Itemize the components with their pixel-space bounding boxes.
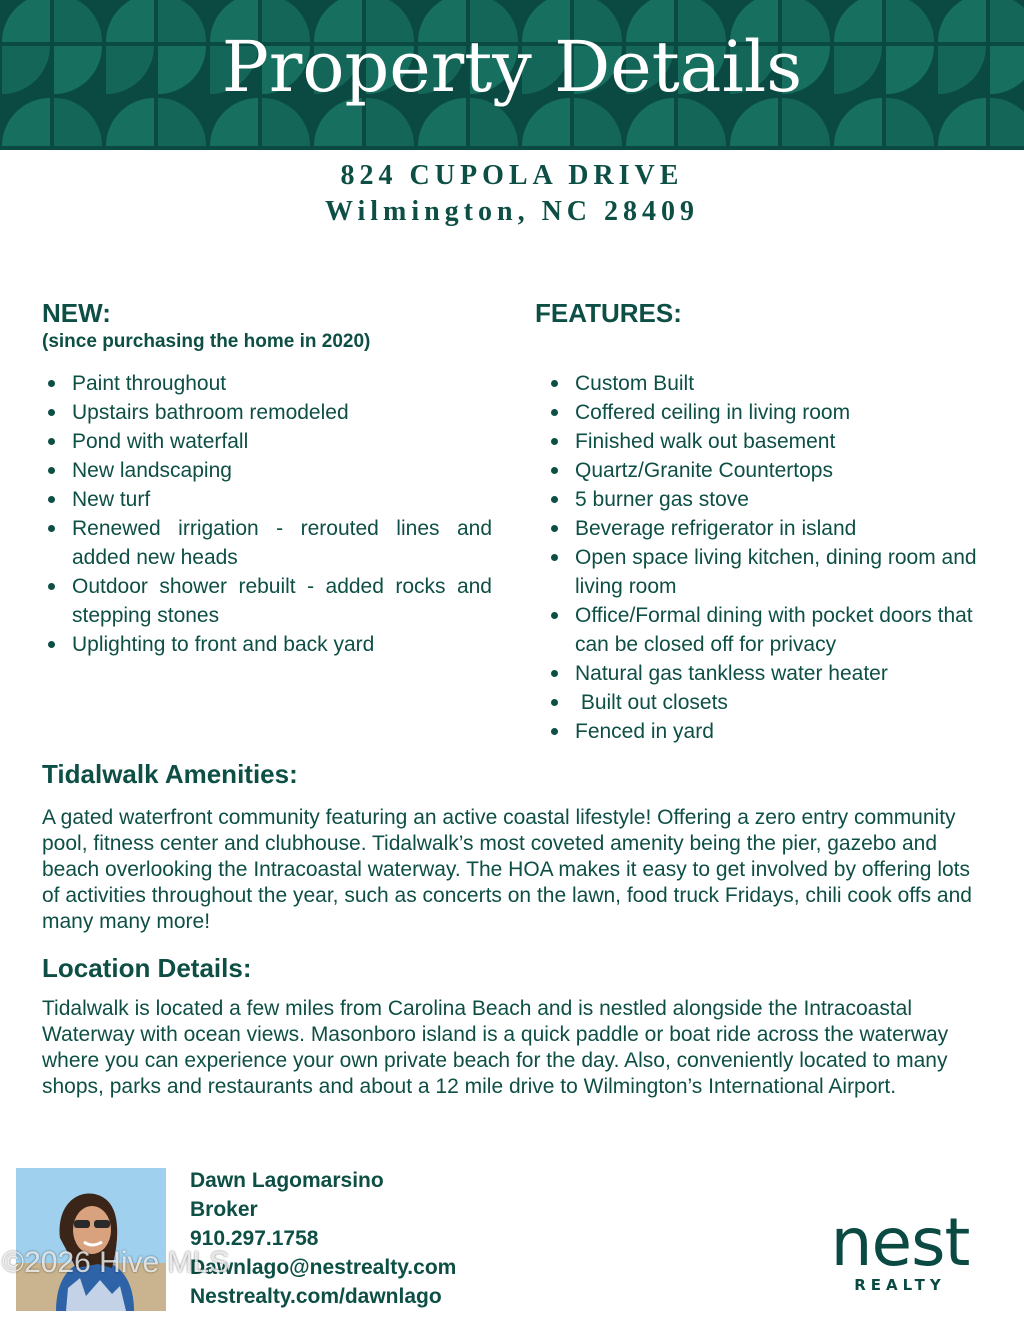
list-item: Quartz/Granite Countertops	[545, 456, 985, 485]
new-heading: NEW:	[42, 298, 111, 328]
list-item: Paint throughout	[42, 369, 492, 398]
list-item: Uplighting to front and back yard	[42, 630, 492, 659]
agent-name: Dawn Lagomarsino	[190, 1169, 384, 1192]
mls-watermark: ©2026 Hive MLS	[2, 1246, 230, 1279]
agent-phone[interactable]: 910.297.1758	[190, 1227, 319, 1250]
header-banner	[0, 0, 1024, 150]
list-item: Natural gas tankless water heater	[545, 659, 985, 688]
list-item: Custom Built	[545, 369, 985, 398]
list-item: Office/Formal dining with pocket doors that can be closed off for privacy	[545, 601, 985, 659]
new-items-list	[42, 369, 492, 659]
list-item: Open space living kitchen, dining room and living room	[545, 543, 985, 601]
location-text: Tidalwalk is located a few miles from Carolina Beach and is nestled alongside the Intracoastal Waterway with ocean views. Masonboro island is a quick paddle or boat ride across the waterway where you can experience your own private beach for the day. Also, conveniently located to many shops, parks and restaurants and about a 12 mile drive to Wilmington’s International Airport.	[42, 997, 949, 1098]
features-list	[545, 369, 985, 746]
location-heading: Location Details:	[42, 953, 252, 983]
list-item: Finished walk out basement	[545, 427, 985, 456]
address-city: Wilmington, NC 28409	[324, 196, 700, 227]
list-item: 5 burner gas stove	[545, 485, 985, 514]
address-street: 824 CUPOLA DRIVE	[340, 160, 684, 191]
list-item: Coffered ceiling in living room	[545, 398, 985, 427]
list-item: Pond with waterfall	[42, 427, 492, 456]
new-subheading: (since purchasing the home in 2020)	[42, 331, 371, 352]
list-item: Outdoor shower rebuilt - added rocks and stepping stones	[42, 572, 492, 630]
list-item: New landscaping	[42, 456, 492, 485]
list-item: Renewed irrigation - rerouted lines and added new heads	[42, 514, 492, 572]
list-item: Built out closets	[545, 688, 985, 717]
amenities-heading: Tidalwalk Amenities:	[42, 759, 298, 789]
agent-website[interactable]: Nestrealty.com/dawnlago	[190, 1285, 442, 1308]
page-title: Property Details	[221, 26, 803, 108]
nest-realty-logo	[800, 1204, 1000, 1294]
agent-email[interactable]: Dawnlago@nestrealty.com	[190, 1256, 457, 1279]
list-item: Beverage refrigerator in island	[545, 514, 985, 543]
agent-title: Broker	[190, 1198, 258, 1221]
logo-subtitle: REALTY	[854, 1276, 946, 1294]
agent-photo	[16, 1168, 166, 1311]
amenities-text: A gated waterfront community featuring an active coastal lifestyle! Offering a zero entry community pool, fitness center and clubhouse. Tidalwalk’s most coveted amenity being the pier, gazebo and beach overlooking the Intracoastal waterway. The HOA makes it easy to get involved by offering lots of activities throughout the year, such as concerts on the lawn, food truck Fridays, chili cook offs and many many more!	[42, 806, 972, 933]
logo-word: nest	[830, 1204, 970, 1281]
list-item: New turf	[42, 485, 492, 514]
agent-contact	[190, 1166, 456, 1311]
list-item: Fenced in yard	[545, 717, 985, 746]
list-item: Upstairs bathroom remodeled	[42, 398, 492, 427]
features-heading: FEATURES:	[535, 298, 682, 328]
